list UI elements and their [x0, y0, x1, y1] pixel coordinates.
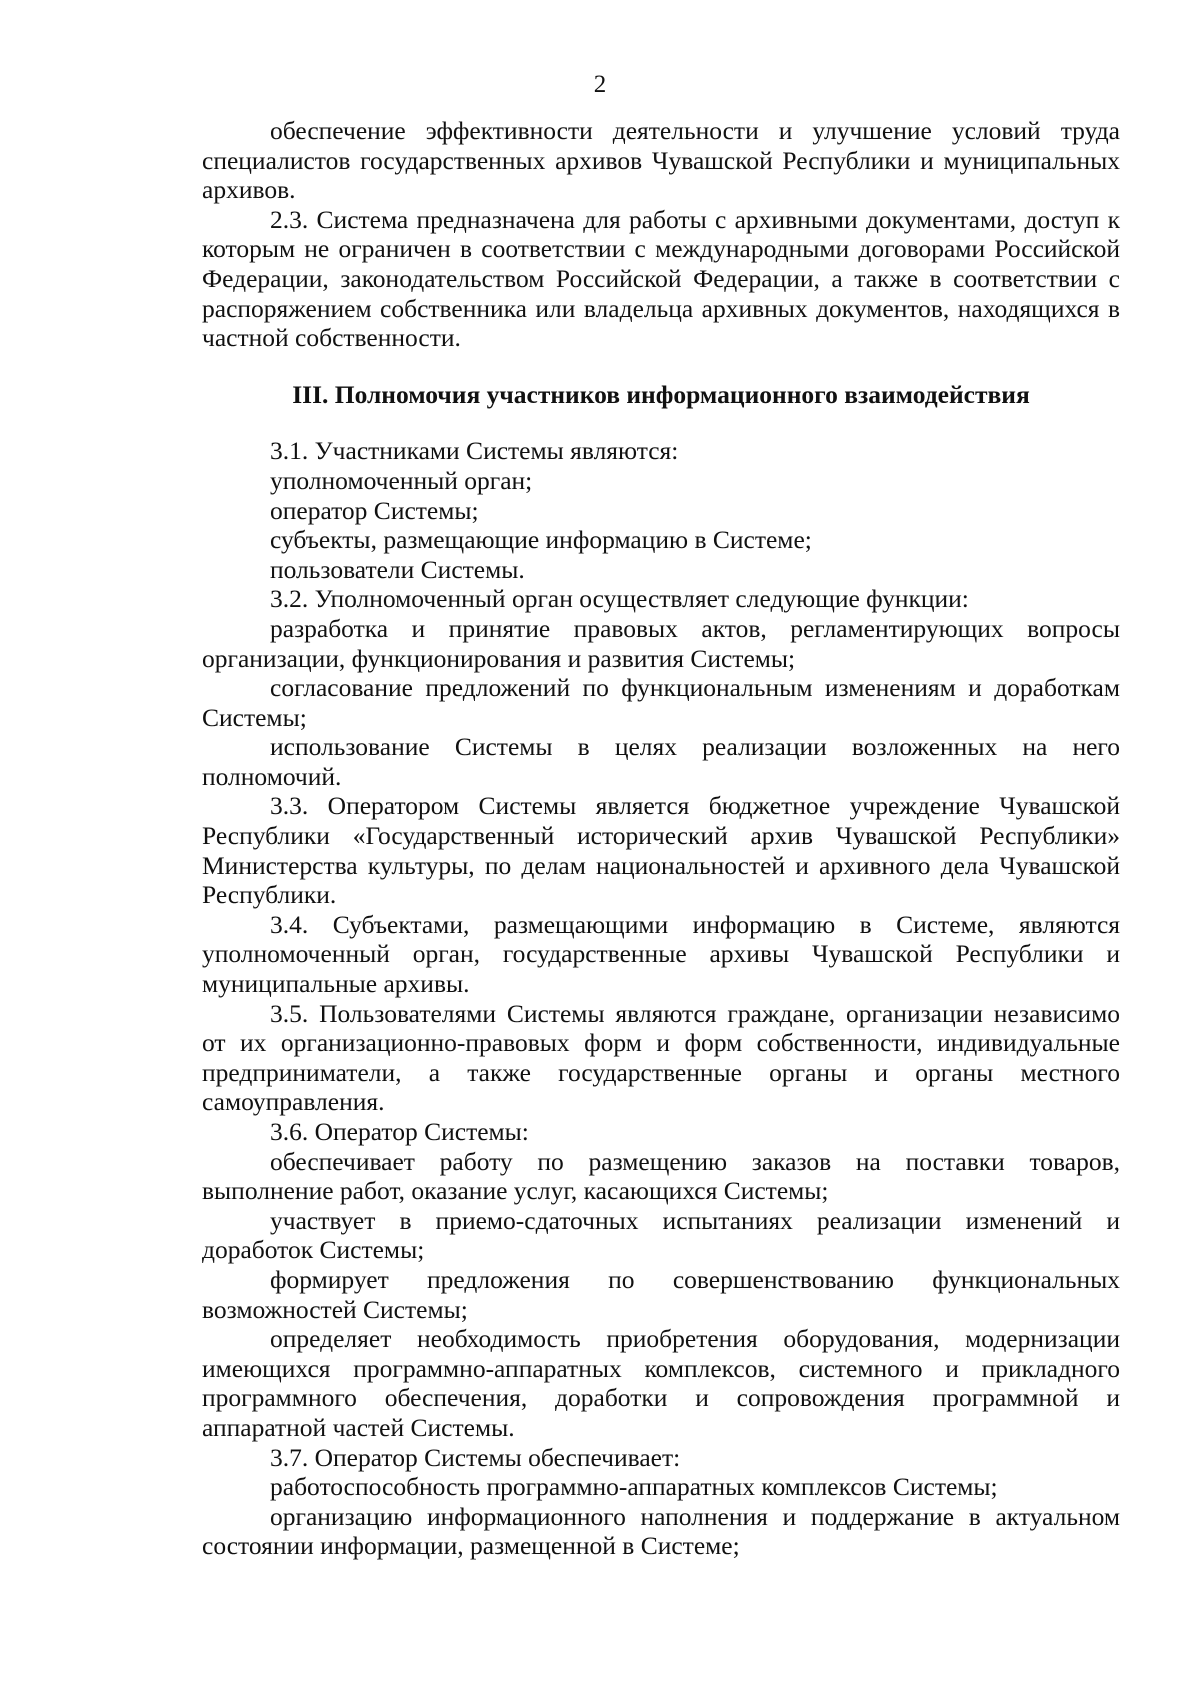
list-item: уполномоченный орган; — [270, 465, 533, 495]
list-item: участвует в приемо-сдаточных испытаниях реализации изменений и доработок Системы; — [202, 1205, 1120, 1265]
paragraph-3-3: 3.3. Оператором Системы является бюджетное учреждение Чувашской Республики «Государственный исторический архив Чувашской Республики» Министерства культуры, по делам национальностей и архивного дела Чувашской Республики. — [202, 791, 1120, 910]
paragraph-continuation: обеспечение эффективности деятельности и улучшение условий труда специалистов государственных архивов Чувашской Республики и муниципальных архивов. — [202, 116, 1120, 205]
list-item: оператор Системы; — [270, 495, 479, 525]
paragraph-3-6: 3.6. Оператор Системы: — [270, 1117, 529, 1146]
list-item: субъекты, размещающие информацию в Системе; — [270, 525, 812, 555]
paragraph-3-7: 3.7. Оператор Системы обеспечивает: — [270, 1442, 681, 1472]
section-heading: III. Полномочия участников информационного взаимодействия — [292, 379, 1030, 409]
paragraph-3-5: 3.5. Пользователями Системы являются граждане, организации независимо от их организационно-правовых форм и форм собственности, индивидуальные предприниматели, а также государственные органы и органы местного самоуправления. — [202, 998, 1120, 1117]
page-number: 2 — [593, 71, 607, 98]
list-item: обеспечивает работу по размещению заказов на поставки товаров, выполнение работ, оказание услуг, касающихся Системы; — [202, 1146, 1120, 1206]
list-item: определяет необходимость приобретения оборудования, модернизации имеющихся программно-аппаратных комплексов, системного и прикладного программного обеспечения, доработки и сопровождения программной и аппаратной частей Системы. — [202, 1324, 1120, 1442]
paragraph-2-3: 2.3. Система предназначена для работы с архивными документами, доступ к которым не ограничен в соответствии с международными договорами Российской Федерации, законодательством Российской Федерации, а также в соответствии с распоряжением собственника или владельца архивных документов, находящихся в частной собственности. — [202, 204, 1120, 353]
paragraph-3-1: 3.1. Участниками Системы являются: — [270, 436, 679, 466]
list-item: работоспособность программно-аппаратных комплексов Системы; — [270, 1472, 998, 1502]
list-item: согласование предложений по функциональным изменениям и доработкам Системы; — [202, 673, 1120, 732]
list-item: формирует предложения по совершенствованию функциональных возможностей Системы; — [202, 1264, 1120, 1324]
list-item: пользователи Системы. — [270, 554, 525, 584]
paragraph-3-2: 3.2. Уполномоченный орган осуществляет следующие функции: — [270, 584, 969, 614]
list-item: разработка и принятие правовых актов, регламентирующих вопросы организации, функционирования и развития Системы; — [202, 613, 1120, 673]
document-body — [202, 116, 1120, 1561]
list-item: использование Системы в целях реализации возложенных на него полномочий. — [202, 732, 1120, 791]
list-item: организацию информационного наполнения и поддержание в актуальном состоянии информации, размещенной в Системе; — [202, 1501, 1120, 1561]
paragraph-3-4: 3.4. Субъектами, размещающими информацию в Системе, являются уполномоченный орган, государственные архивы Чувашской Республики и муниципальные архивы. — [202, 909, 1120, 999]
